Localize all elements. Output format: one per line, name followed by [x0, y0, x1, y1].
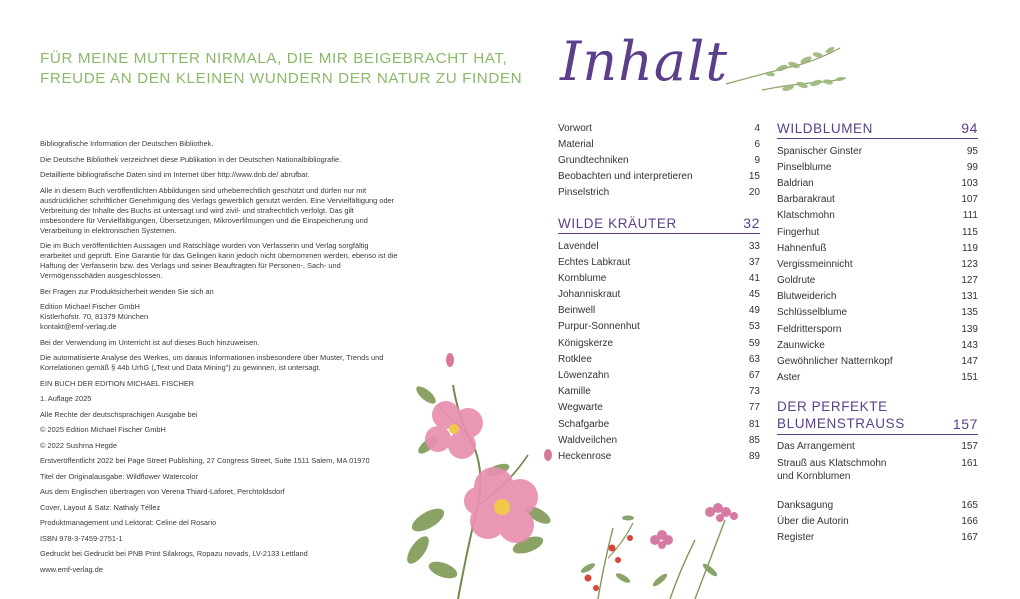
toc-entry-label: Rotklee — [558, 353, 592, 365]
imprint-paragraph: © 2025 Edition Michael Fischer GmbH — [40, 425, 166, 434]
toc-entry[interactable] — [558, 303, 760, 319]
toc-entry-label: Fingerhut — [777, 226, 820, 238]
toc-entry-page: 119 — [962, 242, 978, 254]
toc-entry-label: Blutweiderich — [777, 291, 837, 303]
toc-entry-label: Das Arrangement — [777, 441, 855, 453]
section-page: 157 — [952, 415, 978, 432]
toc-entry-page: 63 — [748, 353, 760, 365]
imprint-paragraph: ISBN 978-3-7459-2751-1 — [40, 533, 123, 543]
toc-entry-page: 15 — [748, 171, 760, 183]
toc-entry[interactable] — [777, 321, 978, 337]
toc-entry-label: Pinselblume — [777, 161, 832, 173]
toc-entry-page: 166 — [961, 515, 978, 527]
toc-entry[interactable] — [777, 159, 978, 175]
section-heading-blumenstrauss[interactable] — [777, 398, 978, 435]
imprint-paragraph: Die Deutsche Bibliothek verzeichnet diese Publikation in der Deutschen Nationalbibliografie. — [40, 154, 342, 164]
toc-entry-page: 89 — [748, 450, 760, 462]
toc-entry[interactable] — [558, 448, 760, 464]
toc-entry-label: Aster — [777, 372, 801, 384]
toc-entry-page: 111 — [962, 210, 978, 222]
imprint-paragraph: Bei Fragen zur Produktsicherheit wenden Sie sich an — [40, 286, 214, 296]
toc-entry-page: 147 — [961, 356, 978, 368]
toc-entry-label: Klatschmohn — [777, 210, 835, 222]
imprint-paragraph: Bibliografische Information der Deutschen Bibliothek. — [40, 139, 214, 148]
imprint-paragraph: Titel der Originalausgabe: Wildflower Watercolor — [40, 471, 198, 481]
toc-entry-label: Gewöhnlicher Natternkopf — [777, 356, 893, 368]
toc-entry-page: 95 — [966, 145, 978, 157]
toc-entry-label: Barbarakraut — [777, 194, 835, 206]
toc-entry-label: Schlüsselblume — [777, 307, 848, 319]
toc-entry-page: 6 — [754, 138, 760, 150]
section-label-line-1: DER PERFEKTE — [777, 398, 888, 414]
toc-entry-page: 77 — [748, 402, 760, 414]
toc-entry[interactable] — [558, 254, 760, 270]
toc-entry-page: 123 — [961, 258, 978, 270]
toc-entry-label: Über die Autorin — [777, 515, 849, 527]
toc-entry-page: 45 — [748, 289, 760, 301]
imprint-paragraph: www.emf-verlag.de — [40, 564, 103, 574]
toc-entry[interactable] — [558, 136, 760, 152]
toc-entry[interactable] — [777, 289, 978, 305]
toc-entry-label: Purpur-Sonnenhut — [558, 321, 640, 333]
toc-entry[interactable] — [558, 120, 760, 136]
toc-entry-label: Löwenzahn — [558, 370, 610, 382]
toc-entry[interactable] — [558, 169, 760, 185]
pink-yarrow-illustration — [640, 500, 750, 599]
toc-entry[interactable] — [777, 192, 978, 208]
toc-entry-page: 20 — [748, 187, 760, 199]
section-label-line-2: BLUMENSTRAUSS — [777, 415, 905, 431]
toc-entry-page: 41 — [748, 272, 760, 284]
toc-entry[interactable] — [777, 513, 978, 529]
toc-entry-page: 99 — [966, 161, 978, 173]
imprint-paragraph: Gedruckt bei Gedruckt bei PNB Print Silakrogs, Ropazu novads, LV-2133 Lettland — [40, 549, 308, 558]
toc-entry[interactable] — [558, 335, 760, 351]
imprint-block — [40, 139, 400, 580]
dedication — [40, 49, 523, 89]
imprint-paragraph: Aus dem Englischen übertragen von Verena Thiard-Laforet, Perchtoldsdorf — [40, 487, 285, 496]
toc-entry-label: Vergissmeinnicht — [777, 258, 853, 270]
toc-entry-label: Spanischer Ginster — [777, 145, 863, 157]
toc-entry-label: Königskerze — [558, 337, 614, 349]
toc-entry[interactable] — [777, 455, 978, 485]
toc-entry-page: 127 — [961, 275, 978, 287]
toc-entry-label: Baldrian — [777, 177, 814, 189]
toc-entry[interactable] — [777, 337, 978, 353]
toc-entry-page: 139 — [961, 323, 978, 335]
toc-entry-page: 151 — [961, 372, 978, 384]
imprint-paragraph: Erstveröffentlicht 2022 bei Page Street Publishing, 27 Congress Street, Suite 1511 Salem, MA 01970 — [40, 456, 370, 465]
imprint-paragraph: Cover, Layout & Satz: Nathaly Téllez — [40, 502, 161, 512]
toc-entry-page: 143 — [961, 339, 978, 351]
imprint-paragraph: © 2022 Sushma Hegde — [40, 440, 117, 450]
toc-entry-label: Vorwort — [558, 122, 592, 134]
toc-entry[interactable] — [558, 152, 760, 168]
toc-entry-label: Pinselstrich — [558, 187, 610, 199]
imprint-paragraph: Die im Buch veröffentlichten Aussagen und Ratschläge wurden von Verfasserin und Verlag sorgfältig erarbeitet und geprüft. Eine Garantie für das Gelingen kann jedoch nicht übernommen werden, ebenso ist die Haftung der Verfasserin bzw. des Verlags und seiner Beauftragten für Personen-, Sach- und Vermögensschäden ausgeschlossen. — [40, 241, 398, 280]
imprint-paragraph: Produktmanagement und Lektorat: Celine del Rosario — [40, 518, 217, 527]
toc-entry[interactable] — [777, 370, 978, 386]
toc-entry[interactable] — [777, 240, 978, 256]
dedication-line-2: FREUDE AN DEN KLEINEN WUNDERN DER NATUR ZU FINDEN — [40, 70, 523, 87]
toc-entry-label: Material — [558, 138, 594, 150]
toc-entry[interactable] — [777, 143, 978, 159]
toc-column-right — [777, 120, 978, 546]
section-heading-wilde-kraeuter[interactable] — [558, 215, 760, 234]
section-label: WILDBLUMEN — [777, 121, 874, 136]
toc-entry-page: 157 — [961, 441, 978, 453]
toc-entry-label: Beobachten und interpretieren — [558, 171, 693, 183]
toc-entry-page: 115 — [962, 226, 978, 238]
toc-entry[interactable] — [558, 367, 760, 383]
red-berries-illustration — [568, 508, 648, 599]
toc-entry[interactable] — [777, 273, 978, 289]
imprint-paragraph: Bei der Verwendung im Unterricht ist auf dieses Buch hinzuweisen. — [40, 337, 260, 347]
toc-entry-label: Heckenrose — [558, 450, 612, 462]
toc-entry[interactable] — [777, 529, 978, 545]
imprint-paragraph: Die automatisierte Analyse des Werkes, um daraus Informationen insbesondere über Muster, Trends und Korrelationen gemäß § 44b UrhG („Text und Data Mining") zu gewinnen, ist untersagt. — [40, 353, 384, 372]
toc-entry-label: Waldveilchen — [558, 434, 618, 446]
section-page: 32 — [743, 214, 760, 231]
dedication-line-1: FÜR MEINE MUTTER NIRMALA, DIE MIR BEIGEBRACHT HAT, — [40, 50, 508, 67]
toc-entry-page: 81 — [748, 418, 760, 430]
toc-entry-label: Feldrittersporn — [777, 323, 842, 335]
toc-entry[interactable] — [777, 175, 978, 191]
toc-entry-label: Zaunwicke — [777, 339, 825, 351]
toc-entry[interactable] — [558, 238, 760, 254]
toc-entry-label: Lavendel — [558, 240, 599, 252]
toc-entry[interactable] — [777, 224, 978, 240]
toc-entry-label: Johanniskraut — [558, 289, 621, 301]
toc-entry-label: Echtes Labkraut — [558, 256, 631, 268]
section-page: 94 — [961, 120, 978, 136]
toc-entry-label: Grundtechniken — [558, 154, 629, 166]
toc-entry[interactable] — [777, 439, 978, 455]
imprint-paragraph: 1. Auflage 2025 — [40, 394, 92, 403]
toc-entry-label: Schafgarbe — [558, 418, 610, 430]
toc-entry-page: 33 — [748, 240, 760, 252]
toc-entry-label: Register — [777, 531, 815, 543]
toc-entry-page: 37 — [748, 256, 760, 268]
toc-entry-label: Strauß aus Klatschmohn und Kornblumen — [777, 458, 887, 482]
toc-entry-label: Goldrute — [777, 275, 816, 287]
toc-entry-page: 4 — [754, 122, 760, 134]
toc-entry-page: 67 — [748, 370, 760, 382]
toc-entry-label: Wegwarte — [558, 402, 603, 414]
toc-entry[interactable] — [558, 416, 760, 432]
toc-entry-page: 107 — [961, 194, 978, 206]
section-heading-wildblumen[interactable] — [777, 120, 978, 139]
imprint-paragraph: EIN BUCH DER EDITION MICHAEL FISCHER — [40, 378, 195, 388]
toc-entry-page: 161 — [961, 458, 978, 469]
toc-entry-page: 73 — [748, 386, 760, 398]
section-label: WILDE KRÄUTER — [558, 215, 677, 231]
toc-entry[interactable] — [777, 353, 978, 369]
toc-entry-label: Beinwell — [558, 305, 596, 317]
dog-rose-illustration — [398, 345, 558, 599]
toc-entry[interactable] — [558, 185, 760, 201]
toc-entry-page: 135 — [961, 307, 978, 319]
herb-sprig-illustration — [722, 38, 850, 104]
toc-entry-label: Kamille — [558, 386, 591, 398]
toc-entry-page: 167 — [961, 531, 978, 543]
toc-entry-page: 59 — [748, 337, 760, 349]
toc-column-left — [558, 120, 760, 465]
toc-entry[interactable] — [558, 351, 760, 367]
toc-entry[interactable] — [558, 270, 760, 286]
toc-entry[interactable] — [558, 384, 760, 400]
imprint-paragraph: Edition Michael Fischer GmbH Kistlerhofstr. 70, 81379 München kontakt@emf-verlag.de — [40, 302, 149, 331]
imprint-paragraph: Alle Rechte der deutschsprachigen Ausgabe bei — [40, 409, 198, 419]
toc-entry-page: 9 — [754, 154, 760, 166]
section-label — [777, 398, 905, 432]
toc-entry-label: Hahnenfuß — [777, 242, 827, 254]
toc-entry[interactable] — [558, 319, 760, 335]
toc-entry-page: 49 — [748, 305, 760, 317]
imprint-paragraph: Detaillierte bibliografische Daten sind im Internet über http://www.dnb.de/ abrufbar. — [40, 170, 310, 179]
toc-entry[interactable] — [558, 400, 760, 416]
imprint-paragraph: Alle in diesem Buch veröffentlichten Abbildungen sind urheberrechtlich geschützt und dürfen nur mit ausdrücklicher schriftlicher Genehmigung des Verlags gewerblich genutzt werden. Eine Vervielfältigung oder Verbreitung der Inhalte des Buchs ist untersagt und wird zivil- und strafrechtlich verfolgt. Das gilt insbesondere für Vervielfältigungen, Übersetzungen, Mikroverfilmungen und die Einspeicherung und Verarbeitung in elektronischen Systemen. — [40, 185, 395, 235]
toc-entry[interactable] — [777, 305, 978, 321]
toc-entry-page: 85 — [748, 434, 760, 446]
toc-title: Inhalt — [560, 30, 729, 93]
toc-entry[interactable] — [558, 287, 760, 303]
toc-entry-page: 165 — [961, 499, 978, 511]
toc-entry[interactable] — [777, 497, 978, 513]
toc-entry-page: 53 — [748, 321, 760, 333]
toc-entry[interactable] — [558, 432, 760, 448]
toc-entry-label: Kornblume — [558, 272, 607, 284]
toc-entry-page: 103 — [961, 177, 978, 189]
toc-entry[interactable] — [777, 208, 978, 224]
toc-entry[interactable] — [777, 256, 978, 272]
toc-entry-label: Danksagung — [777, 499, 834, 511]
toc-entry-page: 131 — [961, 291, 978, 303]
